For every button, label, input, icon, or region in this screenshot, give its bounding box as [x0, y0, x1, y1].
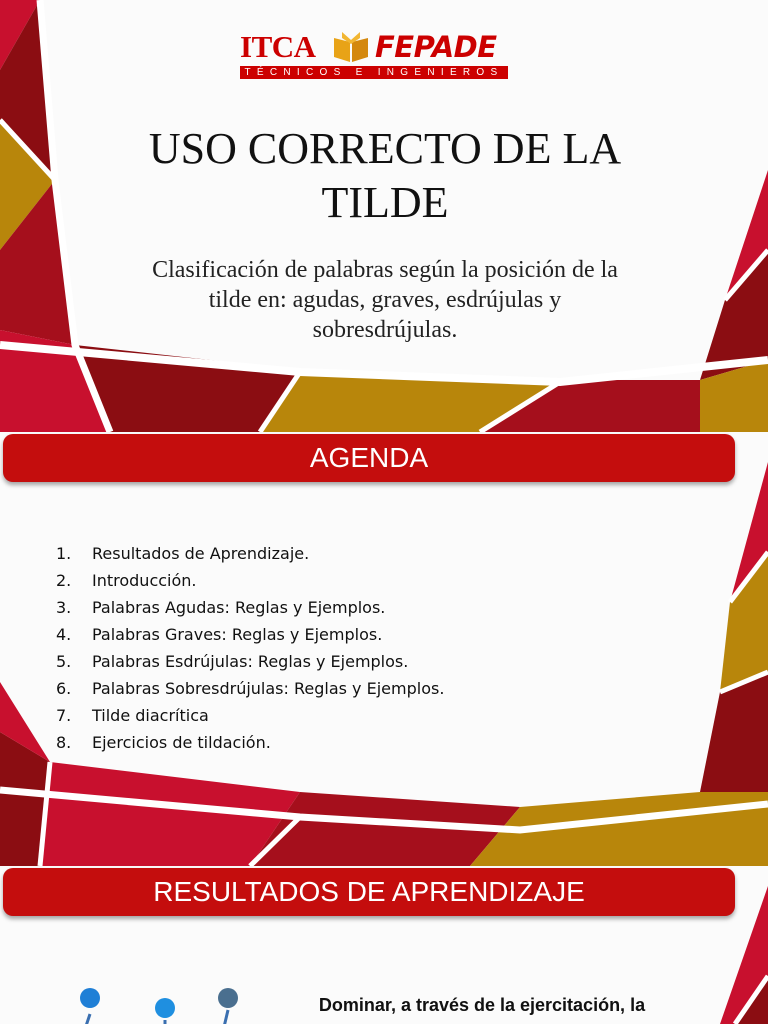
- itca-fepade-logo: [240, 30, 510, 80]
- logo-fepade-text: FEPADE: [375, 30, 497, 64]
- list-item: 1. Resultados de Aprendizaje.: [56, 544, 310, 563]
- list-item: 8. Ejercicios de tildación.: [56, 733, 271, 752]
- list-item: 2. Introducción.: [56, 571, 197, 590]
- list-item: 7. Tilde diacrítica: [56, 706, 209, 725]
- slide-subtitle: Clasificación de palabras según la posición de la tilde en: agudas, graves, esdrújulas y sobresdrújulas.: [152, 257, 618, 343]
- book-logo-icon: [332, 32, 370, 62]
- list-item: 5. Palabras Esdrújulas: Reglas y Ejemplos.: [56, 652, 409, 671]
- logo-itca-text: ITCA: [240, 29, 316, 64]
- list-item: 3. Palabras Agudas: Reglas y Ejemplos.: [56, 598, 386, 617]
- slide-learning-results: [0, 866, 768, 1024]
- slide-title: [0, 0, 768, 432]
- results-title: RESULTADOS DE APRENDIZAJE: [153, 876, 585, 907]
- agenda-list: [56, 540, 444, 756]
- agenda-title: AGENDA: [309, 442, 429, 473]
- slide-agenda: [0, 432, 768, 866]
- people-figures-icon: [70, 984, 270, 1024]
- list-item: 6. Palabras Sobresdrújulas: Reglas y Ejemplos.: [56, 679, 445, 698]
- logo-tagline: TÉCNICOS E INGENIEROS: [240, 66, 508, 79]
- slide-title-heading: USO CORRECTO DE LA TILDE: [148, 124, 622, 227]
- results-title-banner: [3, 868, 735, 916]
- results-text: Dominar, a través de la ejercitación, la: [318, 995, 646, 1015]
- list-item: 4. Palabras Graves: Reglas y Ejemplos.: [56, 625, 383, 644]
- agenda-title-banner: [3, 434, 735, 482]
